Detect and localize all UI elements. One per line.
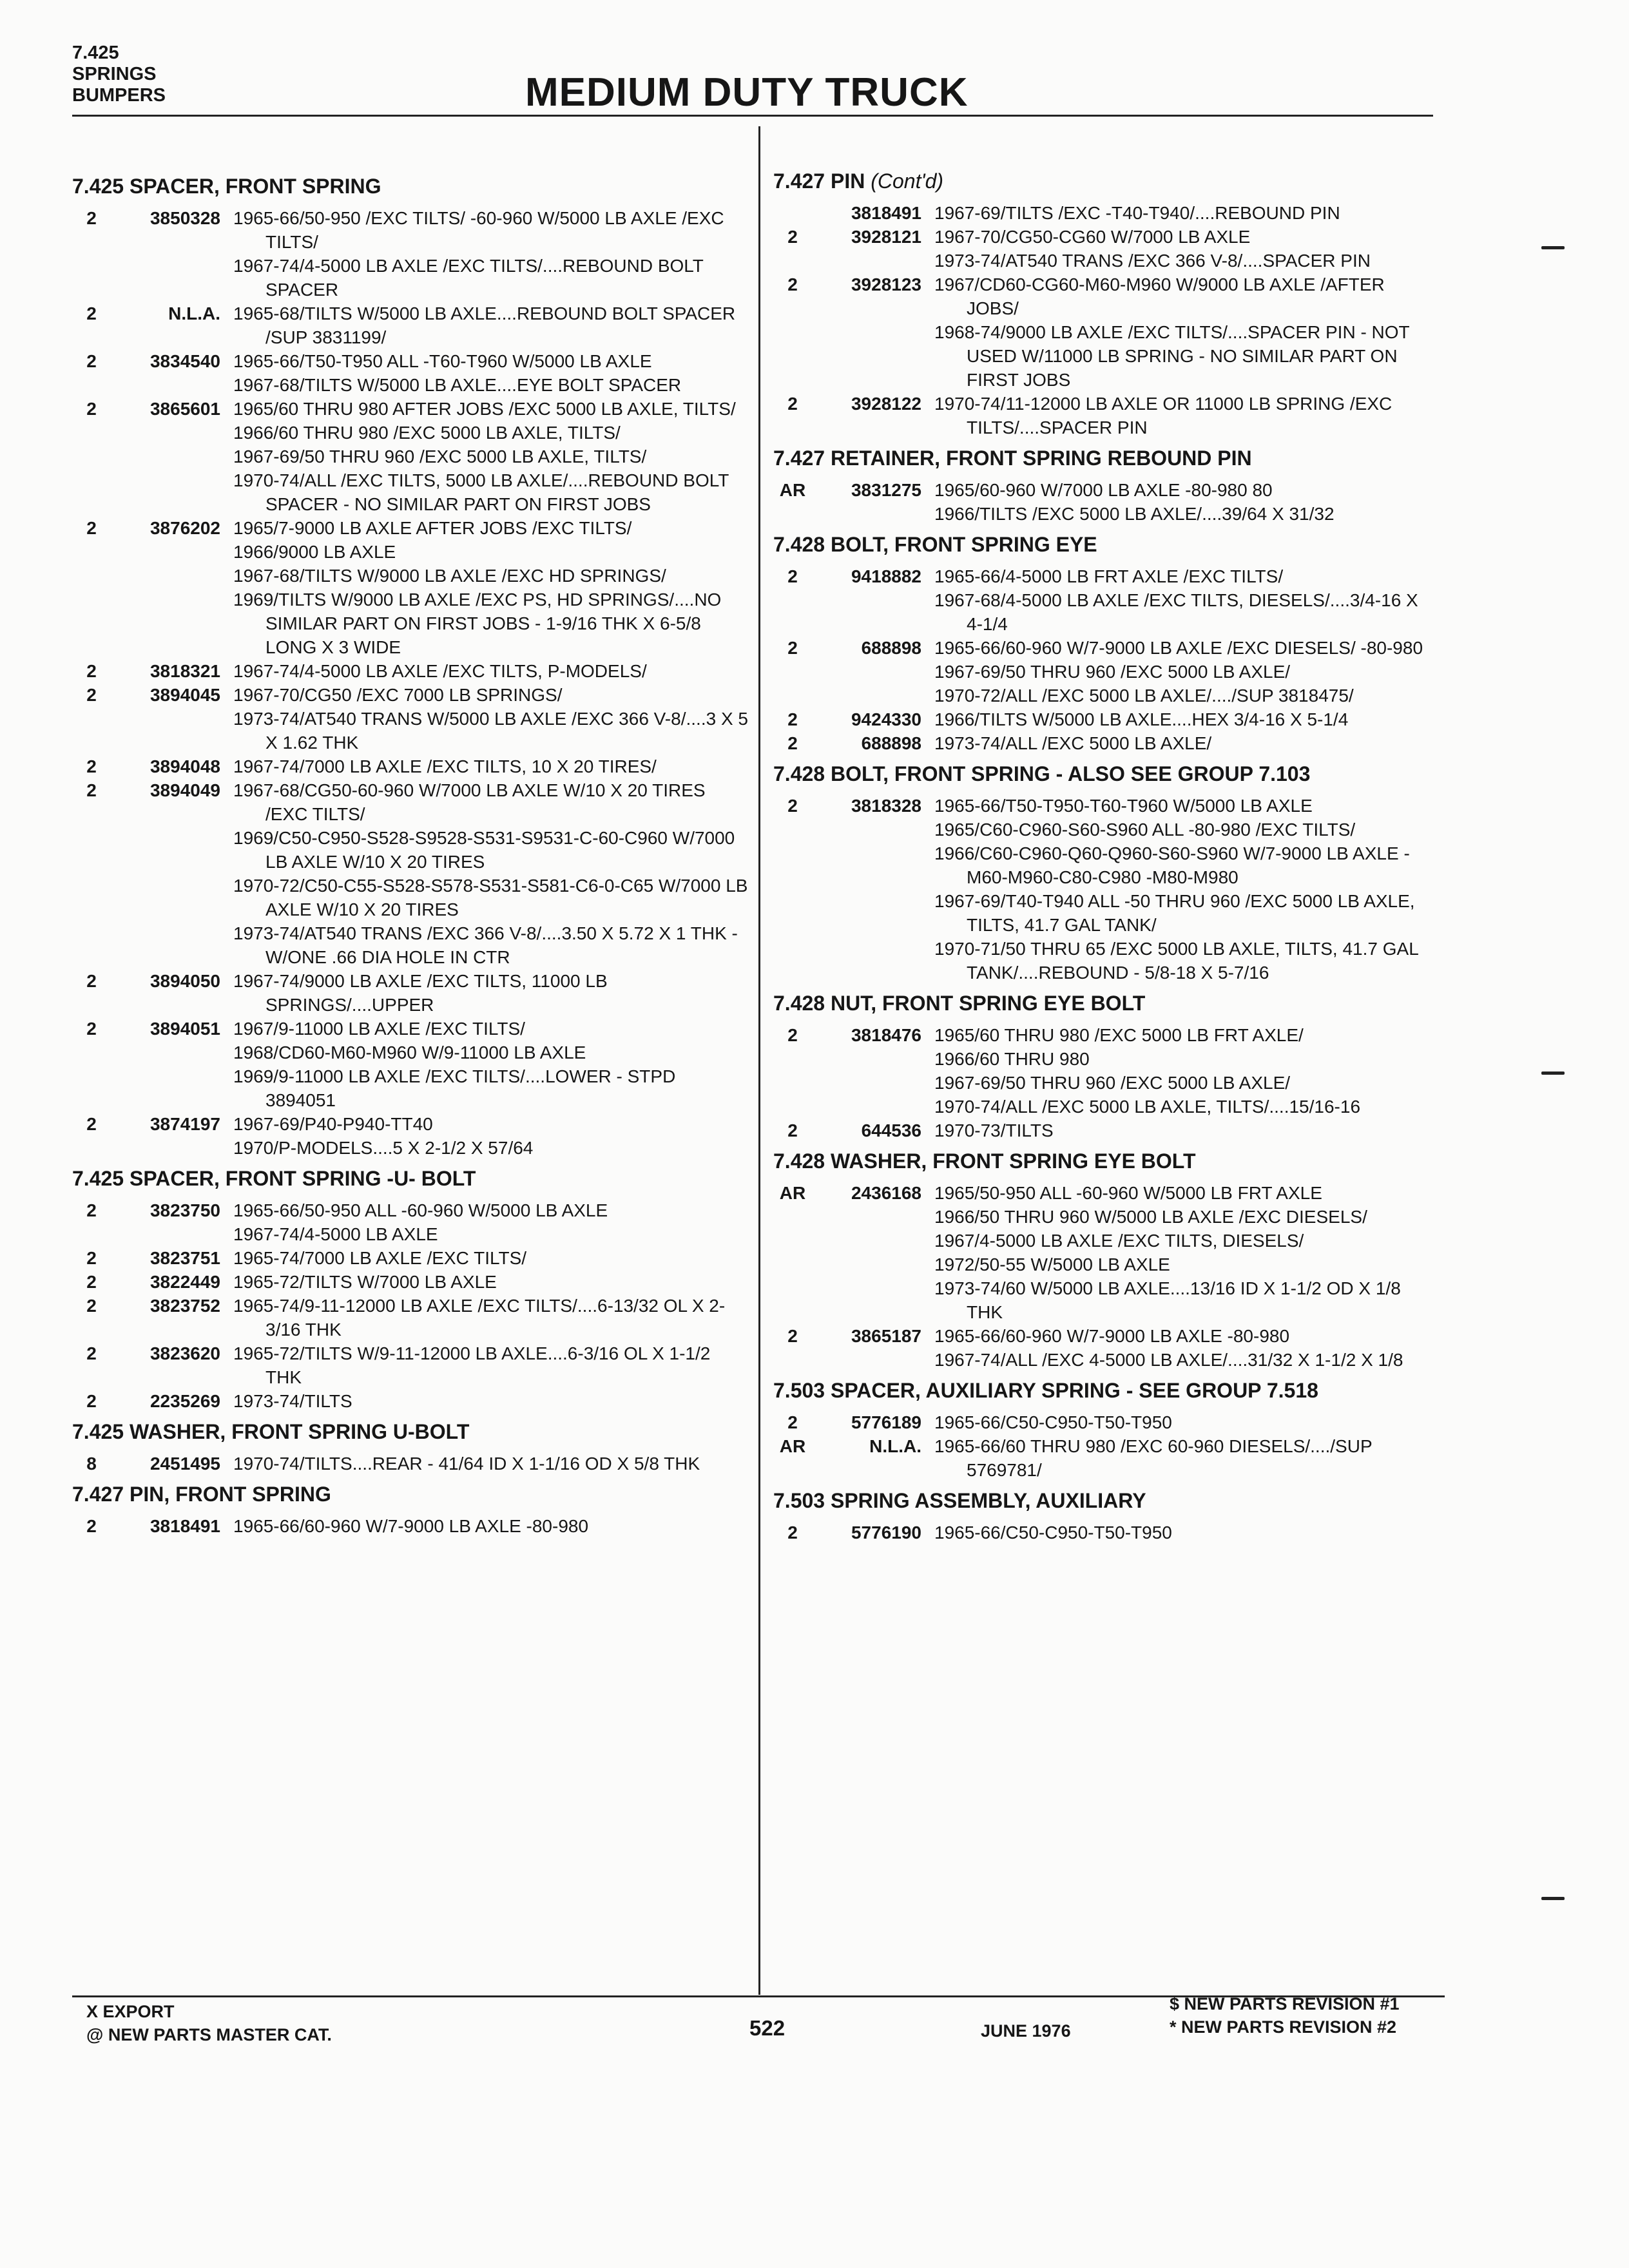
description-line: 1965/7-9000 LB AXLE AFTER JOBS /EXC TILTS/ xyxy=(233,518,632,538)
quantity: 2 xyxy=(787,638,798,658)
part-entry xyxy=(773,1521,1437,1544)
description-line: 1967-70/CG50-CG60 W/7000 LB AXLE xyxy=(934,227,1251,247)
part-description xyxy=(233,1017,749,1112)
section-heading-text: 7.425 SPACER, FRONT SPRING xyxy=(72,175,381,198)
section-bumpers: BUMPERS xyxy=(72,85,166,106)
description-line: 1966/60 THRU 980 xyxy=(934,1049,1090,1069)
description-line: 1970-73/TILTS xyxy=(934,1120,1054,1140)
section-heading xyxy=(773,169,1437,193)
part-entry xyxy=(773,636,1437,707)
description-line: 1965/60 THRU 980 /EXC 5000 LB FRT AXLE/ xyxy=(934,1025,1304,1045)
part-entry xyxy=(773,1023,1437,1119)
part-number: 3834540 xyxy=(149,351,220,371)
part-description xyxy=(233,1270,749,1294)
part-description xyxy=(233,969,749,1017)
part-description xyxy=(233,1389,749,1413)
description-line: 1973-74/TILTS xyxy=(233,1391,352,1411)
quantity: 2 xyxy=(787,227,798,247)
section-heading xyxy=(773,1488,1437,1513)
part-number: 3865601 xyxy=(149,399,220,419)
description-line: 1970-72/C50-C55-S528-S578-S531-S581-C6-0-C65 W/7000 LB AXLE W/10 X 20 TIRES xyxy=(233,876,748,919)
part-description xyxy=(233,397,749,516)
page-number: 522 xyxy=(749,2016,786,2040)
parts-section xyxy=(773,1378,1437,1482)
part-entry xyxy=(72,969,749,1017)
part-entry xyxy=(72,1452,749,1475)
legend-export: X EXPORT xyxy=(86,2002,175,2021)
quantity: 2 xyxy=(86,661,97,681)
part-description xyxy=(233,659,749,683)
revision-mark xyxy=(1541,246,1565,249)
description-line: 1966/60 THRU 980 /EXC 5000 LB AXLE, TILTS/ xyxy=(233,423,621,443)
description-line: 1965-66/50-950 /EXC TILTS/ -60-960 W/5000 LB AXLE /EXC TILTS/ xyxy=(233,208,724,252)
description-line: 1965-66/60-960 W/7-9000 LB AXLE -80-980 xyxy=(934,1326,1290,1346)
description-line: 1966/C60-C960-Q60-Q960-S60-S960 W/7-9000 LB AXLE -M60-M960-C80-C980 -M80-M980 xyxy=(934,843,1410,887)
description-line: 1965-66/60-960 W/7-9000 LB AXLE /EXC DIESELS/ -80-980 xyxy=(934,638,1423,658)
part-number: 5776190 xyxy=(851,1523,921,1542)
part-description xyxy=(233,1246,749,1270)
section-heading xyxy=(773,532,1437,557)
part-description xyxy=(233,1112,749,1160)
part-entry xyxy=(72,659,749,683)
description-line: 1965/60 THRU 980 AFTER JOBS /EXC 5000 LB AXLE, TILTS/ xyxy=(233,399,736,419)
description-line: 1967-69/P40-P940-TT40 xyxy=(233,1114,433,1134)
part-entry xyxy=(72,302,749,349)
description-line: 1966/TILTS W/5000 LB AXLE....HEX 3/4-16 X 5-1/4 xyxy=(934,709,1349,729)
description-line: 1965-72/TILTS W/7000 LB AXLE xyxy=(233,1272,497,1292)
section-heading xyxy=(72,1482,749,1506)
quantity: 2 xyxy=(86,1200,97,1220)
part-description xyxy=(934,636,1437,707)
part-number: 3823751 xyxy=(149,1248,220,1268)
publish-date: JUNE 1976 xyxy=(981,2021,1071,2041)
description-line: 1966/50 THRU 960 W/5000 LB AXLE /EXC DIESELS/ xyxy=(934,1207,1367,1227)
description-line: 1967-69/50 THRU 960 /EXC 5000 LB AXLE/ xyxy=(934,1073,1291,1093)
part-number: 3818491 xyxy=(149,1516,220,1536)
quantity: 2 xyxy=(787,394,798,414)
part-entry xyxy=(72,1017,749,1112)
description-line: 1965-66/C50-C950-T50-T950 xyxy=(934,1523,1172,1542)
description-line: 1970-71/50 THRU 65 /EXC 5000 LB AXLE, TILTS, 41.7 GAL TANK/....REBOUND - 5/8-18 X 5-7/16 xyxy=(934,939,1418,983)
description-line: 1967-69/T40-T940 ALL -50 THRU 960 /EXC 5000 LB AXLE, TILTS, 41.7 GAL TANK/ xyxy=(934,891,1415,935)
part-number: 3894045 xyxy=(149,685,220,705)
part-entry xyxy=(773,1181,1437,1324)
part-entry xyxy=(773,794,1437,985)
description-line: 1969/TILTS W/9000 LB AXLE /EXC PS, HD SPRINGS/....NO SIMILAR PART ON FIRST JOBS - 1-9/16 THK X 6-5/8 LONG X 3 WIDE xyxy=(233,590,722,657)
parts-section xyxy=(773,1488,1437,1544)
section-heading-text: 7.428 BOLT, FRONT SPRING EYE xyxy=(773,533,1097,556)
quantity: 2 xyxy=(86,351,97,371)
part-entry xyxy=(773,273,1437,392)
description-line: 1970-74/ALL /EXC 5000 LB AXLE, TILTS/....15/16-16 xyxy=(934,1097,1361,1117)
part-description xyxy=(934,731,1437,755)
parts-section xyxy=(72,1166,749,1413)
part-entry xyxy=(72,778,749,969)
description-line: 1967-69/TILTS /EXC -T40-T940/....REBOUND PIN xyxy=(934,203,1340,223)
quantity: 2 xyxy=(787,566,798,586)
description-line: 1967/4-5000 LB AXLE /EXC TILTS, DIESELS/ xyxy=(934,1231,1304,1251)
section-heading xyxy=(72,1166,749,1191)
description-line: 1967-69/50 THRU 960 /EXC 5000 LB AXLE/ xyxy=(934,662,1291,682)
legend-revision-2: * NEW PARTS REVISION #2 xyxy=(1170,2017,1397,2037)
parts-section xyxy=(773,446,1437,526)
quantity: 2 xyxy=(86,685,97,705)
part-number: 3822449 xyxy=(149,1272,220,1292)
part-description xyxy=(233,1341,749,1389)
quantity: AR xyxy=(779,1436,806,1456)
description-line: 1965-72/TILTS W/9-11-12000 LB AXLE....6-3/16 OL X 1-1/2 THK xyxy=(233,1343,711,1387)
part-number: 3823750 xyxy=(149,1200,220,1220)
part-entry xyxy=(72,683,749,754)
description-line: 1965-66/60 THRU 980 /EXC 60-960 DIESELS/..../SUP 5769781/ xyxy=(934,1436,1373,1480)
quantity: 2 xyxy=(787,1523,798,1542)
parts-section xyxy=(72,174,749,1160)
description-line: 1967-70/CG50 /EXC 7000 LB SPRINGS/ xyxy=(233,685,563,705)
part-entry xyxy=(72,1341,749,1389)
part-number: 3876202 xyxy=(149,518,220,538)
parts-section xyxy=(773,762,1437,985)
part-description xyxy=(934,1119,1437,1142)
description-line: 1967-68/TILTS W/9000 LB AXLE /EXC HD SPRINGS/ xyxy=(233,566,666,586)
section-heading-text: 7.427 PIN, FRONT SPRING xyxy=(72,1483,331,1506)
section-heading-text: 7.427 PIN xyxy=(773,169,865,193)
part-entry xyxy=(72,754,749,778)
description-line: 1966/9000 LB AXLE xyxy=(233,542,396,562)
description-line: 1973-74/ALL /EXC 5000 LB AXLE/ xyxy=(934,733,1212,753)
part-description xyxy=(233,1198,749,1246)
revision-mark xyxy=(1541,1897,1565,1900)
quantity: 2 xyxy=(787,1412,798,1432)
parts-section xyxy=(773,169,1437,439)
part-entry xyxy=(72,397,749,516)
quantity: AR xyxy=(779,1183,806,1203)
part-entry xyxy=(72,1294,749,1341)
section-heading-text: 7.427 RETAINER, FRONT SPRING REBOUND PIN xyxy=(773,447,1252,470)
part-description xyxy=(233,1514,749,1538)
part-entry xyxy=(773,478,1437,526)
part-description xyxy=(934,707,1437,731)
section-heading-text: 7.425 SPACER, FRONT SPRING -U- BOLT xyxy=(72,1167,476,1190)
section-index xyxy=(72,43,166,106)
quantity: 2 xyxy=(86,1296,97,1316)
section-heading xyxy=(773,762,1437,786)
description-line: 1967-68/CG50-60-960 W/7000 LB AXLE W/10 X 20 TIRES /EXC TILTS/ xyxy=(233,780,706,824)
description-line: 1965-68/TILTS W/5000 LB AXLE....REBOUND BOLT SPACER /SUP 3831199/ xyxy=(233,303,736,347)
quantity: 2 xyxy=(86,208,97,228)
part-entry xyxy=(773,564,1437,636)
column-divider xyxy=(758,126,760,1995)
quantity: 8 xyxy=(86,1454,97,1474)
part-description xyxy=(233,516,749,659)
description-line: 1967/CD60-CG60-M60-M960 W/9000 LB AXLE /AFTER JOBS/ xyxy=(934,274,1385,318)
part-entry xyxy=(773,731,1437,755)
description-line: 1967-74/4-5000 LB AXLE /EXC TILTS, P-MODELS/ xyxy=(233,661,647,681)
section-heading xyxy=(773,991,1437,1015)
description-line: 1969/9-11000 LB AXLE /EXC TILTS/....LOWER - STPD 3894051 xyxy=(233,1066,676,1110)
part-entry xyxy=(72,1389,749,1413)
description-line: 1973-74/AT540 TRANS /EXC 366 V-8/....SPACER PIN xyxy=(934,251,1371,271)
right-column xyxy=(773,164,1437,1551)
part-entry xyxy=(72,1514,749,1538)
part-description xyxy=(233,778,749,969)
part-description xyxy=(934,564,1437,636)
legend-revision-1: $ NEW PARTS REVISION #1 xyxy=(1170,1994,1400,2013)
description-line: 1967-68/TILTS W/5000 LB AXLE....EYE BOLT SPACER xyxy=(233,375,682,395)
part-description xyxy=(934,1181,1437,1324)
description-line: 1970-74/ALL /EXC TILTS, 5000 LB AXLE/....REBOUND BOLT SPACER - NO SIMILAR PART ON FIRST JOBS xyxy=(233,470,729,514)
description-line: 1970-74/11-12000 LB AXLE OR 11000 LB SPRING /EXC TILTS/....SPACER PIN xyxy=(934,394,1393,437)
part-entry xyxy=(773,1119,1437,1142)
part-entry xyxy=(773,1434,1437,1482)
part-number: 3874197 xyxy=(149,1114,220,1134)
part-description xyxy=(934,392,1437,439)
part-description xyxy=(934,1521,1437,1544)
quantity: 2 xyxy=(86,518,97,538)
section-heading-text: 7.503 SPRING ASSEMBLY, AUXILIARY xyxy=(773,1489,1146,1512)
part-number: 3823620 xyxy=(149,1343,220,1363)
part-number: 3894051 xyxy=(149,1019,220,1039)
description-line: 1970-72/ALL /EXC 5000 LB AXLE/..../SUP 3818475/ xyxy=(934,686,1354,706)
section-heading-text: 7.425 WASHER, FRONT SPRING U-BOLT xyxy=(72,1420,470,1443)
revision-mark xyxy=(1541,1072,1565,1075)
quantity: 2 xyxy=(787,733,798,753)
description-line: 1967/9-11000 LB AXLE /EXC TILTS/ xyxy=(233,1019,525,1039)
part-entry xyxy=(72,1270,749,1294)
quantity: 2 xyxy=(86,1114,97,1134)
part-number: 3928123 xyxy=(851,274,921,294)
part-entry xyxy=(72,1246,749,1270)
description-line: 1967-74/7000 LB AXLE /EXC TILTS, 10 X 20 TIRES/ xyxy=(233,756,657,776)
section-heading-text: 7.428 NUT, FRONT SPRING EYE BOLT xyxy=(773,992,1146,1015)
section-heading-note: (Cont'd) xyxy=(871,169,944,193)
part-description xyxy=(934,794,1437,985)
quantity xyxy=(773,201,812,225)
part-entry xyxy=(72,516,749,659)
part-entry xyxy=(773,201,1437,225)
description-line: 1965/60-960 W/7000 LB AXLE -80-980 80 xyxy=(934,480,1273,500)
description-line: 1967-74/4-5000 LB AXLE /EXC TILTS/....REBOUND BOLT SPACER xyxy=(233,256,704,300)
part-entry xyxy=(72,1112,749,1160)
parts-section xyxy=(72,1419,749,1475)
quantity: 2 xyxy=(86,1391,97,1411)
footer-legend-left xyxy=(86,2000,332,2046)
part-number: 9424330 xyxy=(851,709,921,729)
quantity: AR xyxy=(779,480,806,500)
quantity: 2 xyxy=(86,399,97,419)
part-number: 688898 xyxy=(861,733,921,753)
part-entry xyxy=(72,349,749,397)
parts-section xyxy=(773,532,1437,755)
description-line: 1965-74/9-11-12000 LB AXLE /EXC TILTS/....6-13/32 OL X 2-3/16 THK xyxy=(233,1296,726,1340)
footer-legend-right xyxy=(1170,1992,1400,2039)
description-line: 1965-66/T50-T950 ALL -T60-T960 W/5000 LB AXLE xyxy=(233,351,652,371)
part-number: 2235269 xyxy=(149,1391,220,1411)
section-heading xyxy=(773,446,1437,470)
description-line: 1973-74/AT540 TRANS W/5000 LB AXLE /EXC 366 V-8/....3 X 5 X 1.62 THK xyxy=(233,709,748,753)
description-line: 1967-68/4-5000 LB AXLE /EXC TILTS, DIESELS/....3/4-16 X 4-1/4 xyxy=(934,590,1418,634)
quantity: 2 xyxy=(86,1516,97,1536)
quantity: 2 xyxy=(86,780,97,800)
section-number: 7.425 xyxy=(72,43,119,63)
description-line: 1973-74/AT540 TRANS /EXC 366 V-8/....3.50 X 5.72 X 1 THK - W/ONE .66 DIA HOLE IN CTR xyxy=(233,923,738,967)
description-line: 1966/TILTS /EXC 5000 LB AXLE/....39/64 X 31/32 xyxy=(934,504,1335,524)
description-line: 1967-74/4-5000 LB AXLE xyxy=(233,1224,438,1244)
part-number: 3894048 xyxy=(149,756,220,776)
part-number: 3818491 xyxy=(851,203,921,223)
part-description xyxy=(934,1434,1437,1482)
part-entry xyxy=(773,1324,1437,1372)
description-line: 1973-74/60 W/5000 LB AXLE....13/16 ID X 1-1/2 OD X 1/8 THK xyxy=(934,1278,1401,1322)
part-number: 3818328 xyxy=(851,796,921,816)
section-heading-text: 7.428 WASHER, FRONT SPRING EYE BOLT xyxy=(773,1149,1196,1173)
quantity: 2 xyxy=(86,1248,97,1268)
quantity: 2 xyxy=(787,709,798,729)
part-description xyxy=(934,225,1437,273)
part-number: 644536 xyxy=(861,1120,921,1140)
quantity: 2 xyxy=(86,971,97,991)
part-description xyxy=(233,754,749,778)
part-number: 688898 xyxy=(861,638,921,658)
section-heading-text: 7.503 SPACER, AUXILIARY SPRING - SEE GROUP 7.518 xyxy=(773,1379,1318,1402)
section-heading xyxy=(72,174,749,198)
part-number: 3894050 xyxy=(149,971,220,991)
description-line: 1965/50-950 ALL -60-960 W/5000 LB FRT AXLE xyxy=(934,1183,1322,1203)
parts-section xyxy=(72,1482,749,1538)
parts-section xyxy=(773,991,1437,1142)
part-entry xyxy=(773,1410,1437,1434)
description-line: 1965-66/60-960 W/7-9000 LB AXLE -80-980 xyxy=(233,1516,589,1536)
section-heading xyxy=(773,1378,1437,1403)
quantity: 2 xyxy=(787,796,798,816)
section-heading-text: 7.428 BOLT, FRONT SPRING - ALSO SEE GROUP 7.103 xyxy=(773,762,1311,785)
description-line: 1970-74/TILTS....REAR - 41/64 ID X 1-1/16 OD X 5/8 THK xyxy=(233,1454,700,1474)
part-number: 3831275 xyxy=(851,480,921,500)
quantity: 2 xyxy=(86,1343,97,1363)
part-description xyxy=(233,1294,749,1341)
description-line: 1967-69/50 THRU 960 /EXC 5000 LB AXLE, TILTS/ xyxy=(233,447,647,466)
description-line: 1965-74/7000 LB AXLE /EXC TILTS/ xyxy=(233,1248,527,1268)
part-number: 3894049 xyxy=(149,780,220,800)
part-description xyxy=(233,683,749,754)
part-description xyxy=(934,478,1437,526)
quantity: 2 xyxy=(86,1272,97,1292)
quantity: 2 xyxy=(787,1025,798,1045)
part-description xyxy=(934,1023,1437,1119)
part-number: 3823752 xyxy=(149,1296,220,1316)
part-description xyxy=(233,349,749,397)
description-line: 1965/C60-C960-S60-S960 ALL -80-980 /EXC TILTS/ xyxy=(934,820,1356,840)
description-line: 1965-66/C50-C950-T50-T950 xyxy=(934,1412,1172,1432)
description-line: 1968/CD60-M60-M960 W/9-11000 LB AXLE xyxy=(233,1043,586,1062)
part-number: N.L.A. xyxy=(168,303,220,323)
page-title: MEDIUM DUTY TRUCK xyxy=(525,70,969,115)
part-description xyxy=(233,206,749,302)
section-heading xyxy=(773,1149,1437,1173)
part-description xyxy=(233,1452,749,1475)
part-entry xyxy=(773,392,1437,439)
part-entry xyxy=(72,1198,749,1246)
quantity: 2 xyxy=(86,756,97,776)
part-number: 2436168 xyxy=(851,1183,921,1203)
part-entry xyxy=(72,206,749,302)
part-number: N.L.A. xyxy=(869,1436,921,1456)
quantity: 2 xyxy=(787,274,798,294)
description-line: 1970/P-MODELS....5 X 2-1/2 X 57/64 xyxy=(233,1138,534,1158)
description-line: 1972/50-55 W/5000 LB AXLE xyxy=(934,1254,1170,1274)
part-number: 3928121 xyxy=(851,227,921,247)
section-heading xyxy=(72,1419,749,1444)
quantity: 2 xyxy=(787,1120,798,1140)
part-number: 3865187 xyxy=(851,1326,921,1346)
part-number: 3850328 xyxy=(149,208,220,228)
part-number: 5776189 xyxy=(851,1412,921,1432)
part-number: 3818321 xyxy=(149,661,220,681)
description-line: 1965-66/50-950 ALL -60-960 W/5000 LB AXLE xyxy=(233,1200,608,1220)
part-description xyxy=(934,1324,1437,1372)
part-entry xyxy=(773,707,1437,731)
part-number: 2451495 xyxy=(149,1454,220,1474)
description-line: 1967-74/9000 LB AXLE /EXC TILTS, 11000 LB SPRINGS/....UPPER xyxy=(233,971,608,1015)
part-entry xyxy=(773,225,1437,273)
part-number: 3818476 xyxy=(851,1025,921,1045)
description-line: 1969/C50-C950-S528-S9528-S531-S9531-C-60-C960 W/7000 LB AXLE W/10 X 20 TIRES xyxy=(233,828,735,872)
parts-section xyxy=(773,1149,1437,1372)
description-line: 1965-66/4-5000 LB FRT AXLE /EXC TILTS/ xyxy=(934,566,1284,586)
part-description xyxy=(233,302,749,349)
quantity: 2 xyxy=(86,1019,97,1039)
section-springs: SPRINGS xyxy=(72,64,157,84)
part-description xyxy=(934,273,1437,392)
left-column xyxy=(72,169,749,1544)
quantity: 2 xyxy=(787,1326,798,1346)
description-line: 1965-66/T50-T950-T60-T960 W/5000 LB AXLE xyxy=(934,796,1313,816)
legend-master-cat: @ NEW PARTS MASTER CAT. xyxy=(86,2025,332,2044)
part-description xyxy=(934,201,1437,225)
part-number: 3928122 xyxy=(851,394,921,414)
description-line: 1968-74/9000 LB AXLE /EXC TILTS/....SPACER PIN - NOT USED W/11000 LB SPRING - NO SIMILAR PART ON FIRST JOBS xyxy=(934,322,1410,390)
part-number: 9418882 xyxy=(851,566,921,586)
header-rule xyxy=(72,115,1433,117)
quantity: 2 xyxy=(86,303,97,323)
description-line: 1967-74/ALL /EXC 4-5000 LB AXLE/....31/32 X 1-1/2 X 1/8 xyxy=(934,1350,1403,1370)
part-description xyxy=(934,1410,1437,1434)
